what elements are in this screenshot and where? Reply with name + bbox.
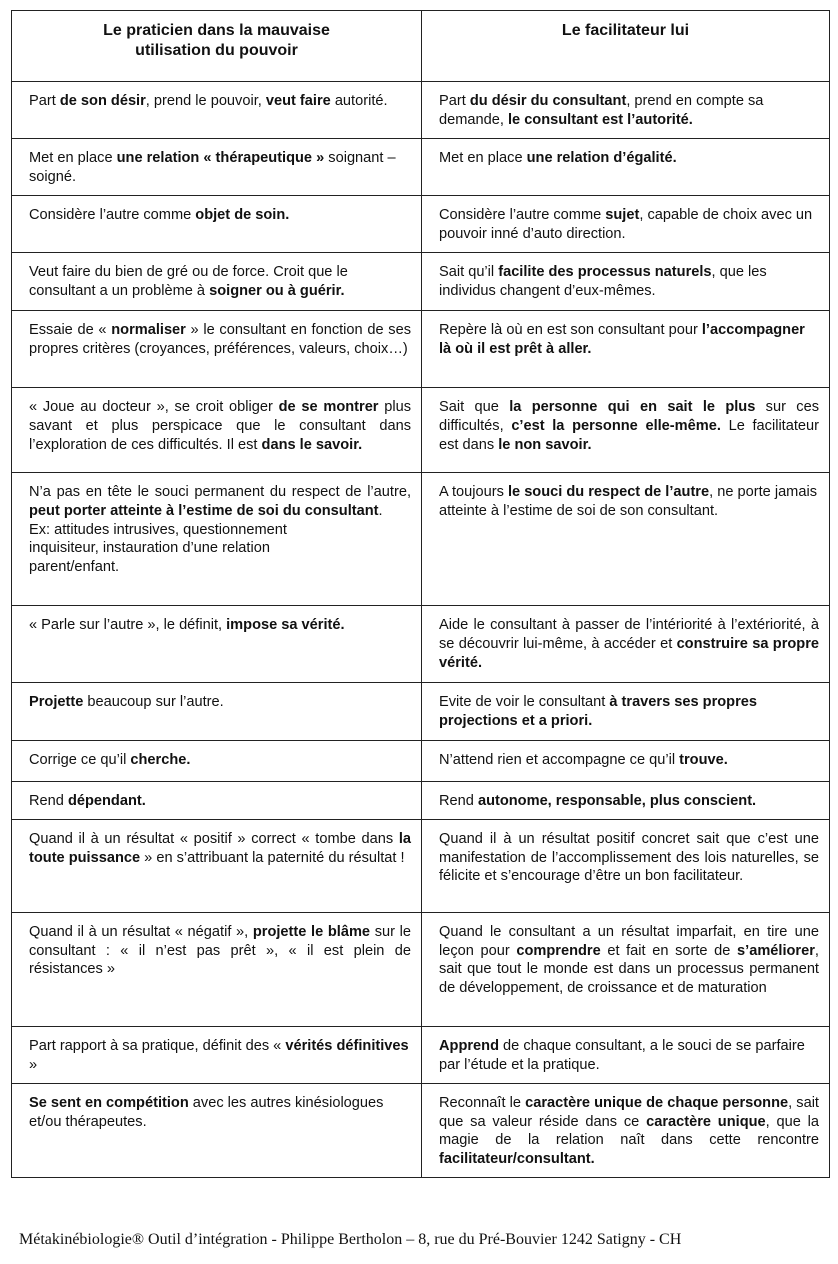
text: Quand il à un résultat « positif » correct « tombe dans [29, 830, 399, 847]
example-line: parent/enfant. [29, 559, 120, 576]
table-row [12, 741, 830, 782]
text: Considère l’autre comme [29, 207, 196, 223]
bold-text: trouve. [679, 752, 728, 768]
cell-right [422, 606, 830, 683]
cell-right [422, 912, 830, 1026]
cell-left [12, 253, 422, 311]
text: » en s’attribuant la paternité du résultat ! [140, 849, 405, 866]
cell-left [12, 1083, 422, 1177]
bold-text: de se montrer [278, 399, 379, 415]
table-row [12, 82, 830, 139]
text: Repère là où en est son consultant pour [439, 322, 702, 338]
bold-text: peut porter atteinte à l’estime de soi du consultant [29, 502, 379, 519]
cell-left [12, 388, 422, 473]
bold-text: sujet [605, 207, 640, 223]
text: Rend [439, 793, 478, 809]
bold-text: l’accompagner là où il est prêt à aller. [439, 322, 805, 357]
bold-text: la toute puissance [29, 830, 411, 866]
text: Sait qu’il [439, 264, 499, 280]
bold-text: caractère unique [646, 1113, 766, 1130]
header-left-line2: utilisation du pouvoir [135, 42, 298, 59]
text: Part rapport à sa pratique, définit des « [29, 1037, 286, 1054]
table-row [12, 606, 830, 683]
text: . [378, 502, 383, 519]
text: , capable de choix avec un pouvoir inné d’auto direction. [439, 207, 813, 242]
bold-text: veut faire [265, 93, 331, 109]
bold-text: caractère unique de chaque personne [525, 1094, 789, 1111]
text: Aide le consultant à passer de l’intériorité à l’extériorité, à se découvrir lui-même, à accéder et [439, 617, 819, 652]
text: , sait que tout le monde est dans un processus permanent de développement, de croissance et de maturation [439, 942, 819, 997]
text: Part [439, 93, 470, 109]
cell-right [422, 253, 830, 311]
cell-left [12, 606, 422, 683]
text: Veut faire du bien de gré ou de force. Croit que le consultant a un problème à [29, 264, 348, 299]
text: Essaie de « [29, 322, 112, 338]
table-row [12, 1083, 830, 1177]
cell-left [12, 741, 422, 782]
cell-left [12, 683, 422, 741]
text: Le facilitateur est dans [439, 417, 820, 453]
table-row [12, 819, 830, 912]
example-line: Ex: attitudes intrusives, questionnement [29, 521, 287, 538]
cell-left [12, 819, 422, 912]
cell-left [12, 782, 422, 820]
page-footer: Métakinébiologie® Outil d’intégration - Philippe Bertholon – 8, rue du Pré-Bouvier 1242 Satigny - CH [19, 1231, 682, 1248]
bold-text: cherche. [130, 752, 191, 768]
cell-left [12, 82, 422, 139]
bold-text: c’est la personne elle-même. [511, 417, 721, 434]
text: « Parle sur l’autre », le définit, [29, 617, 227, 633]
cell-right [422, 819, 830, 912]
text: Rend [29, 793, 68, 809]
bold-text: facilitateur/consultant. [439, 1151, 595, 1168]
text: sur ces difficultés, [439, 399, 820, 434]
header-right: Le facilitateur lui [422, 11, 830, 82]
table-row [12, 311, 830, 388]
table-row [12, 196, 830, 253]
table-row [12, 139, 830, 196]
bold-text: vérités définitives [285, 1037, 409, 1054]
text: autorité. [330, 93, 388, 109]
cell-right [422, 782, 830, 820]
text: Considère l’autre comme [439, 207, 606, 223]
table-row [12, 473, 830, 606]
table-row [12, 253, 830, 311]
text: et fait en sorte de [600, 942, 738, 959]
bold-text: impose sa vérité. [226, 617, 345, 633]
table-row [12, 782, 830, 820]
text: avec les autres kinésiologues et/ou thérapeutes. [29, 1094, 384, 1130]
cell-left [12, 139, 422, 196]
bold-text: le non savoir. [498, 436, 592, 453]
cell-right [422, 196, 830, 253]
cell-right [422, 311, 830, 388]
bold-text: objet de soin. [195, 207, 290, 223]
text: plus savant et plus perspicace que le consultant dans l’exploration de ces difficultés. Il est [29, 399, 411, 453]
bold-text: soigner ou à guérir. [209, 282, 345, 299]
table-row [12, 683, 830, 741]
cell-right [422, 1083, 830, 1177]
text: , ne porte jamais atteinte à l’estime de soi de son consultant. [439, 484, 817, 519]
header-left [12, 11, 422, 82]
bold-text: dans le savoir. [261, 436, 363, 453]
bold-text: Apprend [439, 1037, 499, 1054]
text: N’a pas en tête le souci permanent du respect de l’autre, [29, 484, 411, 500]
text: Quand il à un résultat positif concret sait que c’est une manifestation de l’accomplissement des lois naturelles, se félicite et s’encourage d’être un bon facilitateur. [439, 830, 819, 885]
text: sur le consultant : « il n’est pas prêt », « il est plein de résistances » [29, 923, 411, 978]
bold-text: du désir du consultant [469, 93, 627, 109]
text: Quand le consultant a un résultat imparfait, en tire une leçon pour [439, 923, 819, 959]
cell-right [422, 683, 830, 741]
header-left-line1: Le praticien dans la mauvaise [103, 22, 330, 39]
example-line: inquisiteur, instauration d’une relation [29, 540, 270, 557]
bold-text: de son désir [59, 93, 146, 109]
bold-text: Projette [29, 694, 84, 710]
cell-right [422, 82, 830, 139]
text: Reconnaît le [439, 1094, 526, 1111]
text: , prend en compte sa demande, [439, 93, 764, 128]
bold-text: s’améliorer [737, 942, 815, 959]
text: » le consultant en fonction de ses propres critères (croyances, préférences, valeurs, choix…) [29, 322, 411, 357]
bold-text: la personne qui en sait le plus [509, 399, 756, 415]
cell-right [422, 1026, 830, 1083]
bold-text: facilite des processus naturels [498, 264, 712, 280]
text: de chaque consultant, a le souci de se parfaire par l’étude et la pratique. [439, 1037, 805, 1073]
cell-right [422, 473, 830, 606]
bold-text: une relation d’égalité. [526, 150, 677, 166]
cell-left [12, 912, 422, 1026]
cell-left [12, 1026, 422, 1083]
bold-text: comprendre [516, 942, 601, 959]
text: « Joue au docteur », se croit obliger [29, 399, 279, 415]
text: Met en place [439, 150, 527, 166]
cell-right [422, 741, 830, 782]
comparison-table [11, 10, 830, 1178]
bold-text: autonome, responsable, plus conscient. [477, 793, 757, 809]
text: , que la magie de la relation naît dans cette rencontre [439, 1113, 819, 1149]
bold-text: Se sent en compétition [29, 1094, 189, 1111]
text: Sait que [439, 399, 510, 415]
bold-text: à travers ses propres projections et a priori. [439, 694, 758, 729]
text: beaucoup sur l’autre. [83, 694, 224, 710]
text: A toujours [439, 484, 508, 500]
cell-right [422, 388, 830, 473]
text: Evite de voir le consultant [439, 694, 610, 710]
text: Met en place [29, 150, 117, 166]
bold-text: normaliser [111, 322, 186, 338]
table-header-row [12, 11, 830, 82]
cell-left [12, 473, 422, 606]
table-row [12, 912, 830, 1026]
cell-right [422, 139, 830, 196]
text: » [29, 1056, 38, 1073]
text: , prend le pouvoir, [145, 93, 266, 109]
text: soignant – soigné. [29, 150, 396, 185]
text: Corrige ce qu’il [29, 752, 131, 768]
text: Part [29, 93, 60, 109]
cell-left [12, 196, 422, 253]
table-row [12, 1026, 830, 1083]
cell-left [12, 311, 422, 388]
text: N’attend rien et accompagne ce qu’il [439, 752, 680, 768]
bold-text: une relation « thérapeutique » [116, 150, 325, 166]
text: , que les individus changent d’eux-mêmes. [439, 264, 767, 299]
bold-text: construire sa propre vérité. [439, 635, 819, 671]
text: Quand il à un résultat « négatif », [29, 923, 253, 940]
bold-text: projette le blâme [252, 923, 371, 940]
bold-text: le consultant est l’autorité. [507, 111, 693, 128]
table-row [12, 388, 830, 473]
bold-text: le souci du respect de l’autre [507, 484, 710, 500]
text: , sait que sa valeur réside dans ce [439, 1094, 819, 1130]
bold-text: dépendant. [67, 793, 146, 809]
